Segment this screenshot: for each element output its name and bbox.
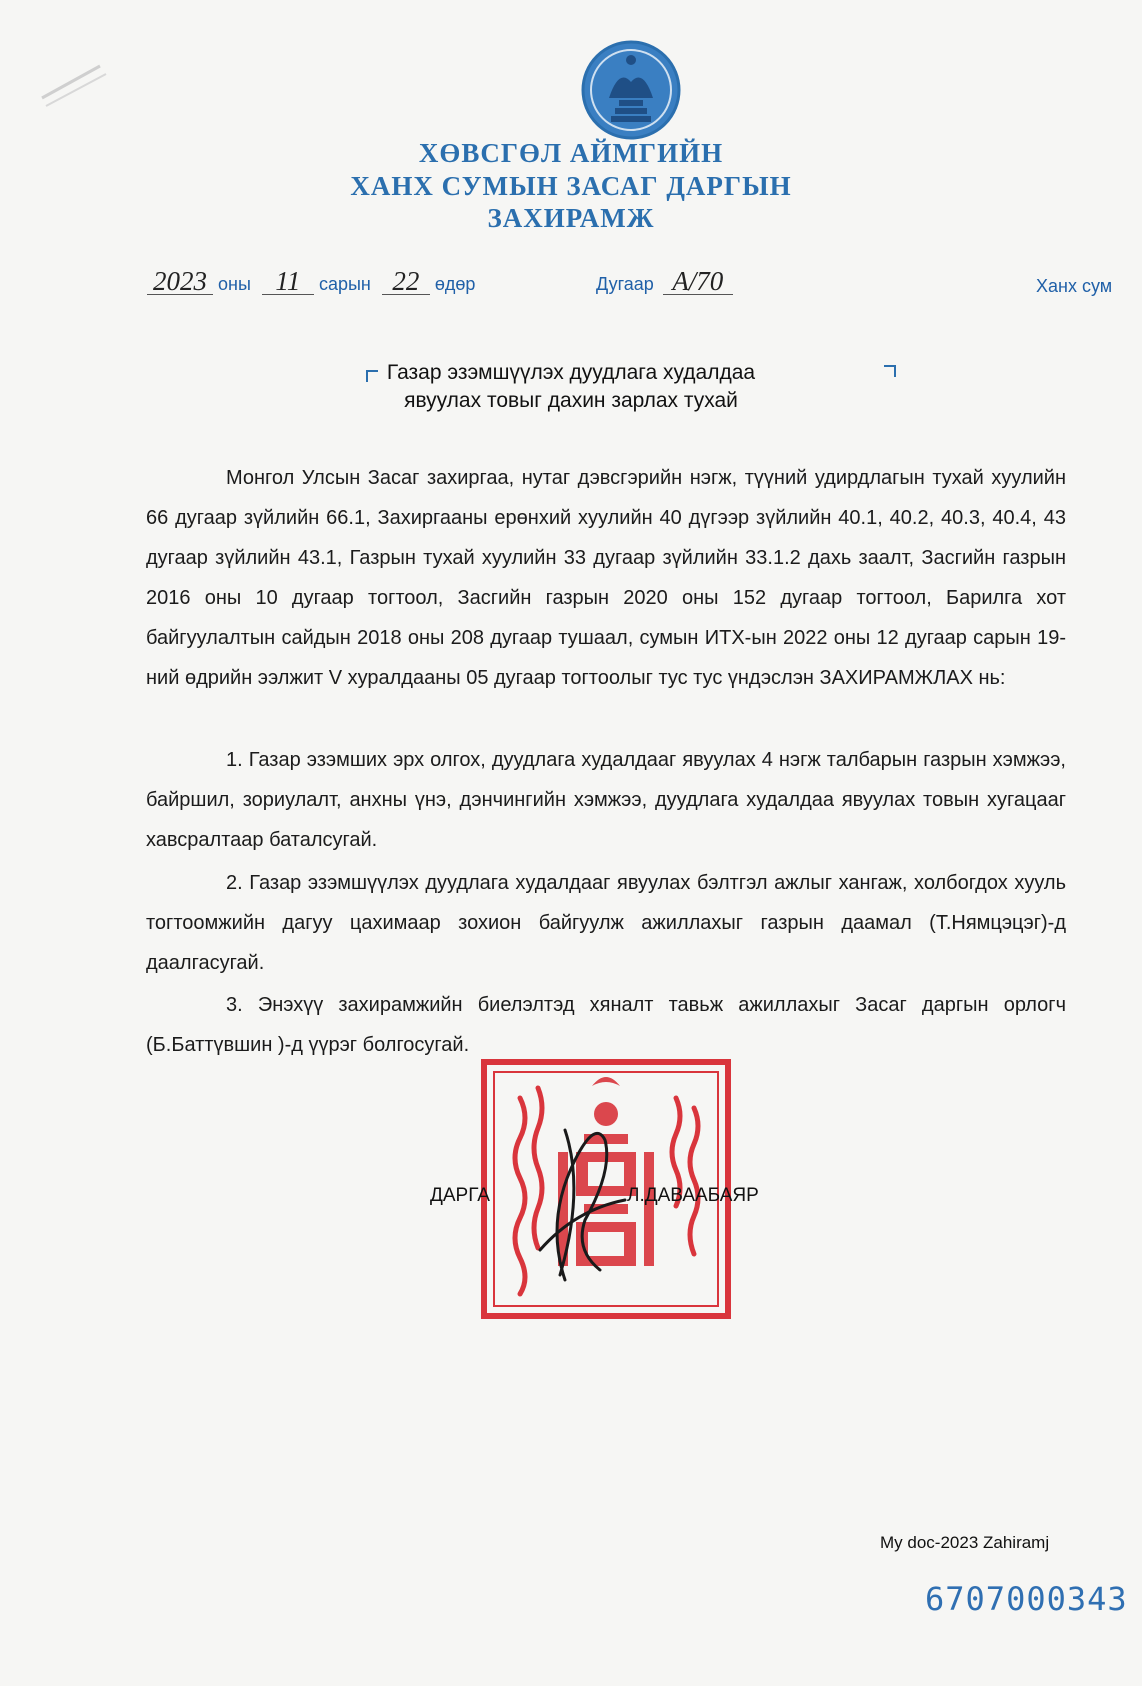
state-emblem-icon xyxy=(579,38,683,142)
signatory-position: ДАРГА xyxy=(430,1185,490,1206)
preamble-paragraph: Монгол Улсын Засаг захиргаа, нутаг дэвсгэрийн нэгж, түүний удирдлагын тухай хуулийн 66 дугаар зүйлийн 66.1, Захиргааны ерөнхий хуулийн 40 дүгээр зүйлийн 40.1, 40.2, 40.3, 40.4, 43 дугаар зүйлийн 43.1, Газрын тухай хуулийн 33 дугаар зүйлийн 33.1.2 дахь заалт, Засгийн газрын 2016 оны 10 дугаар тогтоол, Засгийн газрын 2020 оны 152 дугаар тогтоол, Барилга хот байгуулалтын сайдын 2018 оны 208 дугаар тушаал, сумын ИТХ-ын 2022 оны 12 дугаар сарын 19-ний өдрийн ээлжит V хуралдааны 05 дугаар тогтоолыг тус тус үндэслэн ЗАХИРАМЖЛАХ нь: xyxy=(146,467,1066,689)
header-sum-governor: ХАНХ СУМЫН ЗАСАГ ДАРГЫН xyxy=(350,171,792,201)
order-item-2: 2. Газар эзэмшүүлэх дуудлага худалдааг явуулах бэлтгэл ажлыг хангаж, холбогдох хууль тогтоомжийн дагуу цахимаар зохион байгуулж ажиллахыг газрын даамал (Т.Нямцэцэг)-д даалгасугай. xyxy=(146,872,1066,974)
header-document-type: ЗАХИРАМЖ xyxy=(487,203,655,233)
serial-number: 6707000343 xyxy=(925,1580,1128,1618)
order-item-1: 1. Газар эзэмших эрх олгох, дуудлага худалдааг явуулах 4 нэгж талбарын газрын хэмжээ, байршил, зориулалт, анхны үнэ, дэнчингийн хэмжээ, дуудлага худалдаа явуулах товын хугацааг хавсралтаар баталсугай. xyxy=(146,749,1066,851)
order-item-3: 3. Энэхүү захирамжийн биелэлтэд хяналт тавьж ажиллахыг Засаг даргын орлогч (Б.Баттүвшин )-д үүрэг болгосугай. xyxy=(146,994,1066,1056)
date-month-suffix: сарын xyxy=(318,274,371,294)
document-number-field xyxy=(596,268,733,295)
document-number: А/70 xyxy=(663,268,733,295)
date-day: 22 xyxy=(382,268,430,295)
document-reference: My doc-2023 Zahiramj xyxy=(880,1533,1050,1552)
document-title-line1: Газар эзэмшүүлэх дуудлага худалдаа xyxy=(386,361,756,384)
date-day-suffix: өдөр xyxy=(434,274,476,294)
document-number-label: Дугаар xyxy=(596,274,654,294)
date-year-suffix: оны xyxy=(218,274,251,294)
date-line xyxy=(147,268,475,295)
signatory-name: Л.ДАВААБАЯР xyxy=(627,1185,759,1206)
document-title-line2: явуулах товыг дахин зарлах тухай xyxy=(404,389,738,412)
header-aimag: ХӨВСГӨЛ АЙМГИЙН xyxy=(418,138,724,168)
staple-mark xyxy=(40,60,110,110)
date-year: 2023 xyxy=(147,268,213,295)
date-month: 11 xyxy=(262,268,314,295)
place-of-issue: Ханх сум xyxy=(1036,276,1113,296)
